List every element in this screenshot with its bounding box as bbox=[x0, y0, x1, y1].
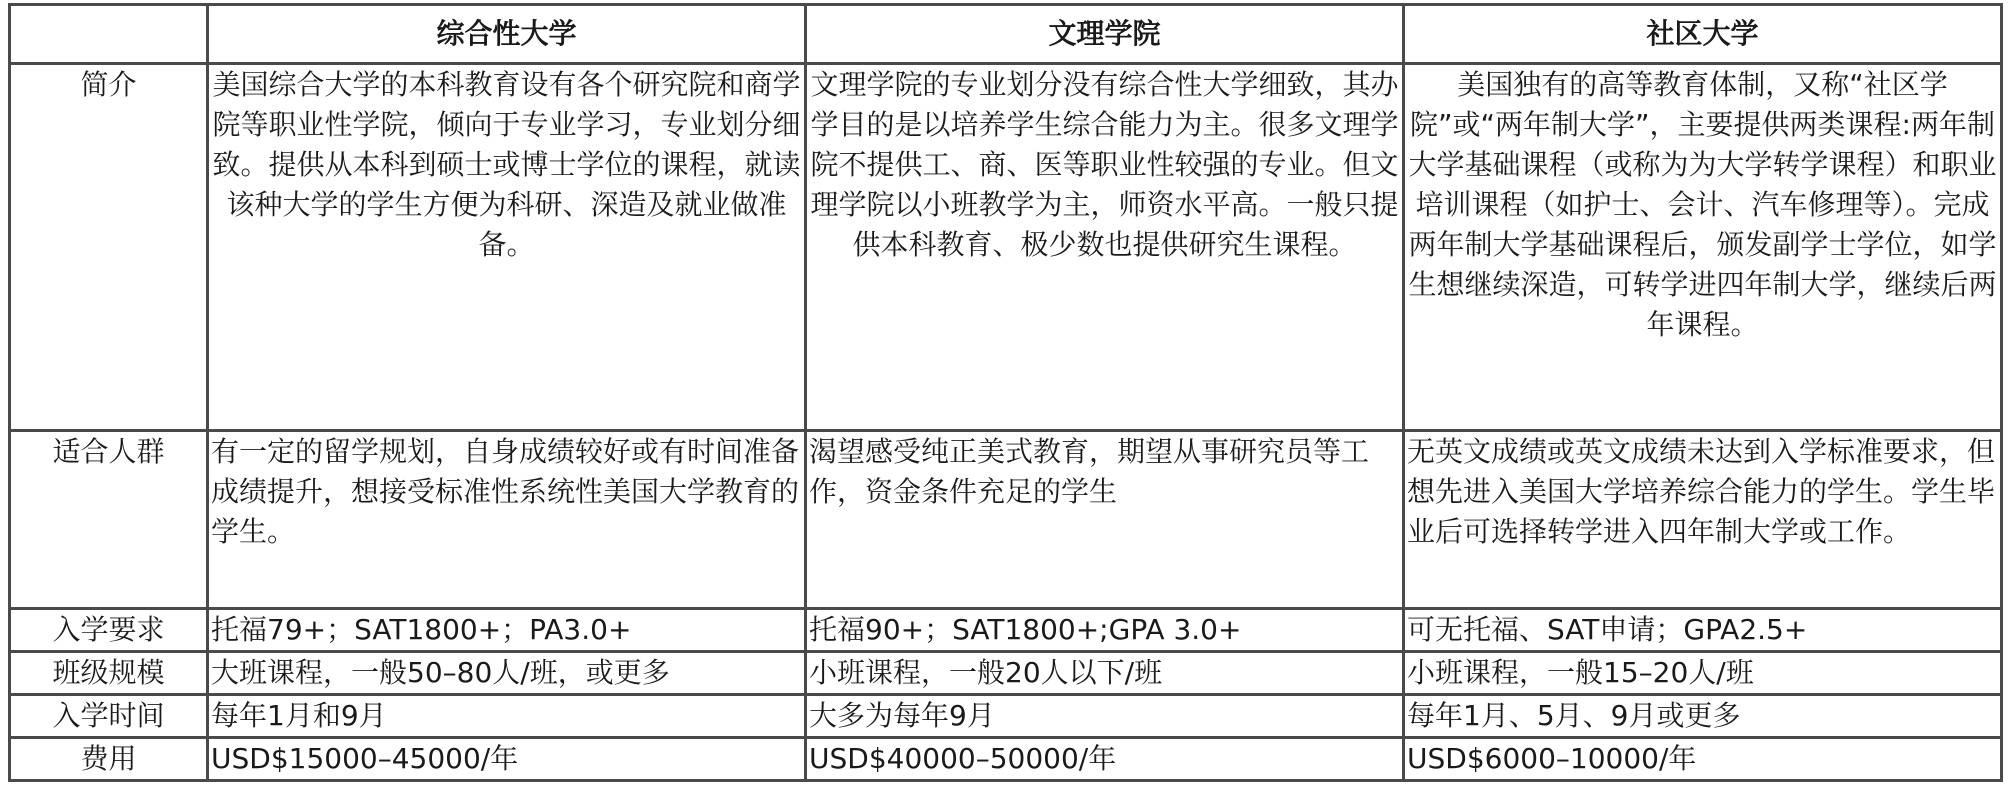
table-cell: USD$15000–45000/年 bbox=[208, 738, 806, 781]
table-cell: 文理学院的专业划分没有综合性大学细致，其办学目的是以培养学生综合能力为主。很多文理学院不提供工、商、医等职业性较强的专业。但文理学院以小班教学为主，师资水平高。一般只提供本科教育、极少数也提供研究生课程。 bbox=[806, 64, 1404, 431]
header-cell-liberal-arts-college: 文理学院 bbox=[806, 5, 1404, 64]
table-cell: 托福79+；SAT1800+；PA3.0+ bbox=[208, 609, 806, 652]
table-cell: 渴望感受纯正美式教育，期望从事研究员等工作，资金条件充足的学生 bbox=[806, 431, 1404, 609]
table-cell: USD$6000–10000/年 bbox=[1404, 738, 2002, 781]
row-label-intake: 入学时间 bbox=[10, 695, 208, 738]
table-cell: 有一定的留学规划，自身成绩较好或有时间准备成绩提升，想接受标准性系统性美国大学教育的学生。 bbox=[208, 431, 806, 609]
table-cell: 托福90+；SAT1800+;GPA 3.0+ bbox=[806, 609, 1404, 652]
table-cell: 小班课程，一般20人以下/班 bbox=[806, 652, 1404, 695]
table-cell: USD$40000–50000/年 bbox=[806, 738, 1404, 781]
table-cell: 美国综合大学的本科教育设有各个研究院和商学院等职业性学院，倾向于专业学习，专业划分细致。提供从本科到硕士或博士学位的课程，就读该种大学的学生方便为科研、深造及就业做准备。 bbox=[208, 64, 806, 431]
table-row-intake bbox=[10, 695, 2002, 738]
table-row-cost bbox=[10, 738, 2002, 781]
table-cell: 大多为每年9月 bbox=[806, 695, 1404, 738]
row-label-intro: 简介 bbox=[10, 64, 208, 431]
header-cell-community-college: 社区大学 bbox=[1404, 5, 2002, 64]
table-cell: 大班课程，一般50–80人/班，或更多 bbox=[208, 652, 806, 695]
header-cell-comprehensive-university: 综合性大学 bbox=[208, 5, 806, 64]
table-row-audience bbox=[10, 431, 2002, 609]
table-cell: 每年1月和9月 bbox=[208, 695, 806, 738]
row-label-class-size: 班级规模 bbox=[10, 652, 208, 695]
table-cell: 无英文成绩或英文成绩未达到入学标准要求，但想先进入美国大学培养综合能力的学生。学生毕业后可选择转学进入四年制大学或工作。 bbox=[1404, 431, 2002, 609]
header-cell-corner bbox=[10, 5, 208, 64]
table-row-admission bbox=[10, 609, 2002, 652]
row-label-admission: 入学要求 bbox=[10, 609, 208, 652]
table-cell: 每年1月、5月、9月或更多 bbox=[1404, 695, 2002, 738]
table-cell: 美国独有的高等教育体制，又称“社区学院”或“两年制大学”，主要提供两类课程:两年制大学基础课程（或称为为大学转学课程）和职业培训课程（如护士、会计、汽车修理等）。完成两年制大学基础课程后，颁发副学士学位，如学生想继续深造，可转学进四年制大学，继续后两年课程。 bbox=[1404, 64, 2002, 431]
row-label-audience: 适合人群 bbox=[10, 431, 208, 609]
table-row-intro bbox=[10, 64, 2002, 431]
row-label-cost: 费用 bbox=[10, 738, 208, 781]
table-cell: 可无托福、SAT申请；GPA2.5+ bbox=[1404, 609, 2002, 652]
comparison-table bbox=[8, 3, 2003, 782]
table-header-row bbox=[10, 5, 2002, 64]
table-row-class-size bbox=[10, 652, 2002, 695]
table-cell: 小班课程，一般15–20人/班 bbox=[1404, 652, 2002, 695]
